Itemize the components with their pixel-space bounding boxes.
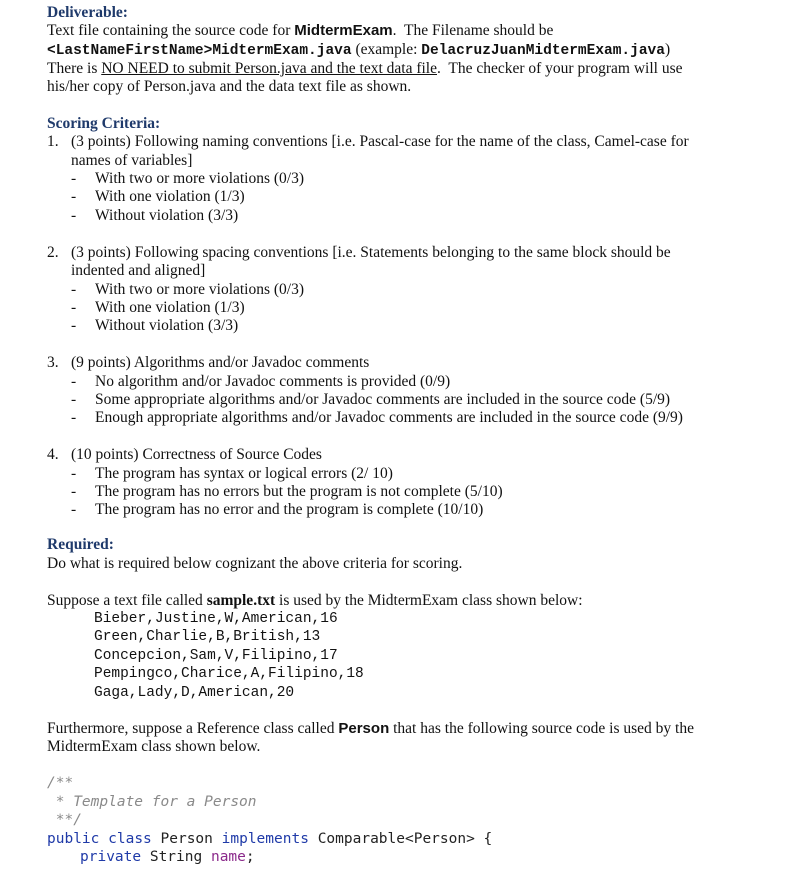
data-line-4: Pempingco,Charice,A,Filipino,18	[94, 666, 364, 682]
data-line-1: Bieber,Justine,W,American,16	[94, 611, 338, 627]
sample-intro: Suppose a text file called sample.txt is used by the MidtermExam class shown below:	[47, 592, 583, 609]
code-field-declaration: private String name;	[80, 849, 255, 865]
furthermore-line-2: MidtermExam class shown below.	[47, 738, 261, 755]
deliverable-line-2: <LastNameFirstName>MidtermExam.java (example: DelacruzJuanMidtermExam.java)	[47, 41, 671, 59]
deliverable-line-3: There is NO NEED to submit Person.java and the text data file. The checker of your program will use	[47, 60, 683, 77]
criteria-item-2-cont: indented and aligned]	[71, 262, 206, 279]
required-heading: Required:	[47, 536, 114, 553]
furthermore-line-1: Furthermore, suppose a Reference class called Person that has the following source code is used by the	[47, 720, 694, 737]
criteria-item-1-cont: names of variables]	[71, 152, 193, 169]
no-need-note: NO NEED to submit Person.java and the text data file	[101, 60, 437, 77]
data-line-2: Green,Charlie,B,British,13	[94, 629, 321, 645]
code-comment-close: **/	[47, 812, 82, 828]
required-line-1: Do what is required below cognizant the above criteria for scoring.	[47, 555, 463, 572]
sample-filename: sample.txt	[206, 592, 276, 609]
deliverable-line-1: Text file containing the source code for MidtermExam. The Filename should be	[47, 22, 554, 39]
data-line-3: Concepcion,Sam,V,Filipino,17	[94, 648, 338, 664]
person-class-name: Person	[338, 720, 390, 737]
deliverable-line-4: his/her copy of Person.java and the data text file as shown.	[47, 78, 412, 95]
code-class-declaration: public class Person implements Comparable<Person> {	[47, 831, 493, 847]
code-comment-open: /**	[47, 775, 74, 791]
scoring-heading: Scoring Criteria:	[47, 115, 161, 132]
deliverable-heading: Deliverable:	[47, 4, 128, 21]
data-line-5: Gaga,Lady,D,American,20	[94, 685, 295, 701]
code-comment-text: * Template for a Person	[47, 794, 257, 810]
